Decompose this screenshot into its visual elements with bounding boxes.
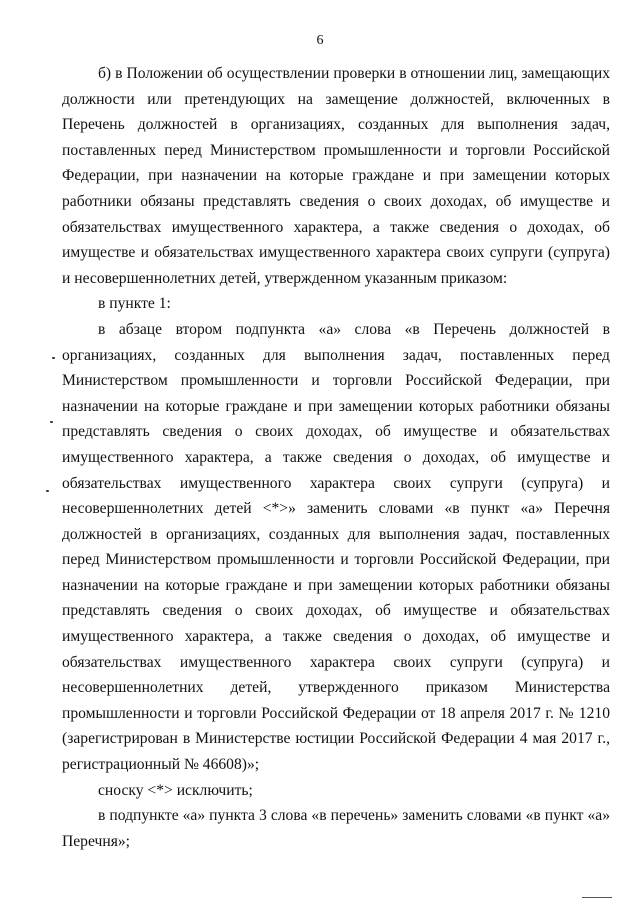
paragraph-point-3-change: в подпункте «а» пункта 3 слова «в перечень» заменить словами «в пункт «а» Перечня»; (62, 807, 610, 850)
document-body (62, 61, 610, 854)
paragraph-subpoint-a-change: в абзаце втором подпункта «а» слова «в Перечень должностей в организациях, созданных для выполнения задач, поставленных перед Министерством промышленности и торговли Российской Федерации, при назначении на которые граждане и при замещении которых работники обязаны представлять сведения о своих доходах, об имуществе и обязательствах имущественного характера, а также сведения о доходах, об имуществе и обязательствах имущественного характера своих супруги (супруга) и несовершеннолетних детей <*>» заменить словами «в пункт «а» Перечня должностей в организациях, созданных для выполнения задач, поставленных перед Министерством промышленности и торговли Российской Федерации, при назначении на которые граждане и при замещении которых работники обязаны представлять сведения о своих доходах, об имуществе и обязательствах имущественного характера, а также сведения о доходах, об имуществе и обязательствах имущественного характера своих супруги (супруга) и несовершеннолетних детей, утвержденного приказом Министерства промышленности и торговли Российской Федерации от 18 апреля 2017 г. № 1210 (зарегистрирован в Министерстве юстиции Российской Федерации 4 мая 2017 г., регистрационный № 46608)»; (62, 320, 610, 774)
scan-edge-line (582, 897, 612, 898)
paragraph-point-1: в пункте 1: (98, 295, 171, 313)
paragraph-footnote-exclusion: сноску <*> исключить; (98, 781, 253, 799)
scan-speck (50, 421, 53, 423)
scan-speck (46, 490, 49, 492)
scan-speck (52, 357, 55, 359)
paragraph-b-intro: б) в Положении об осуществлении проверки в отношении лиц, замещающих должности или претендующих на замещение должностей, включенных в Перечень должностей в организациях, созданных для выполнения задач, поставленных перед Министерством промышленности и торговли Российской Федерации, при назначении на которые граждане и при замещении которых работники обязаны представлять сведения о своих доходах, об имуществе и обязательствах имущественного характера, а также сведения о доходах, об имуществе и обязательствах имущественного характера своих супруги (супруга) и несовершеннолетних детей, утвержденном указанным приказом: (62, 65, 610, 287)
page-number: 6 (316, 33, 324, 48)
